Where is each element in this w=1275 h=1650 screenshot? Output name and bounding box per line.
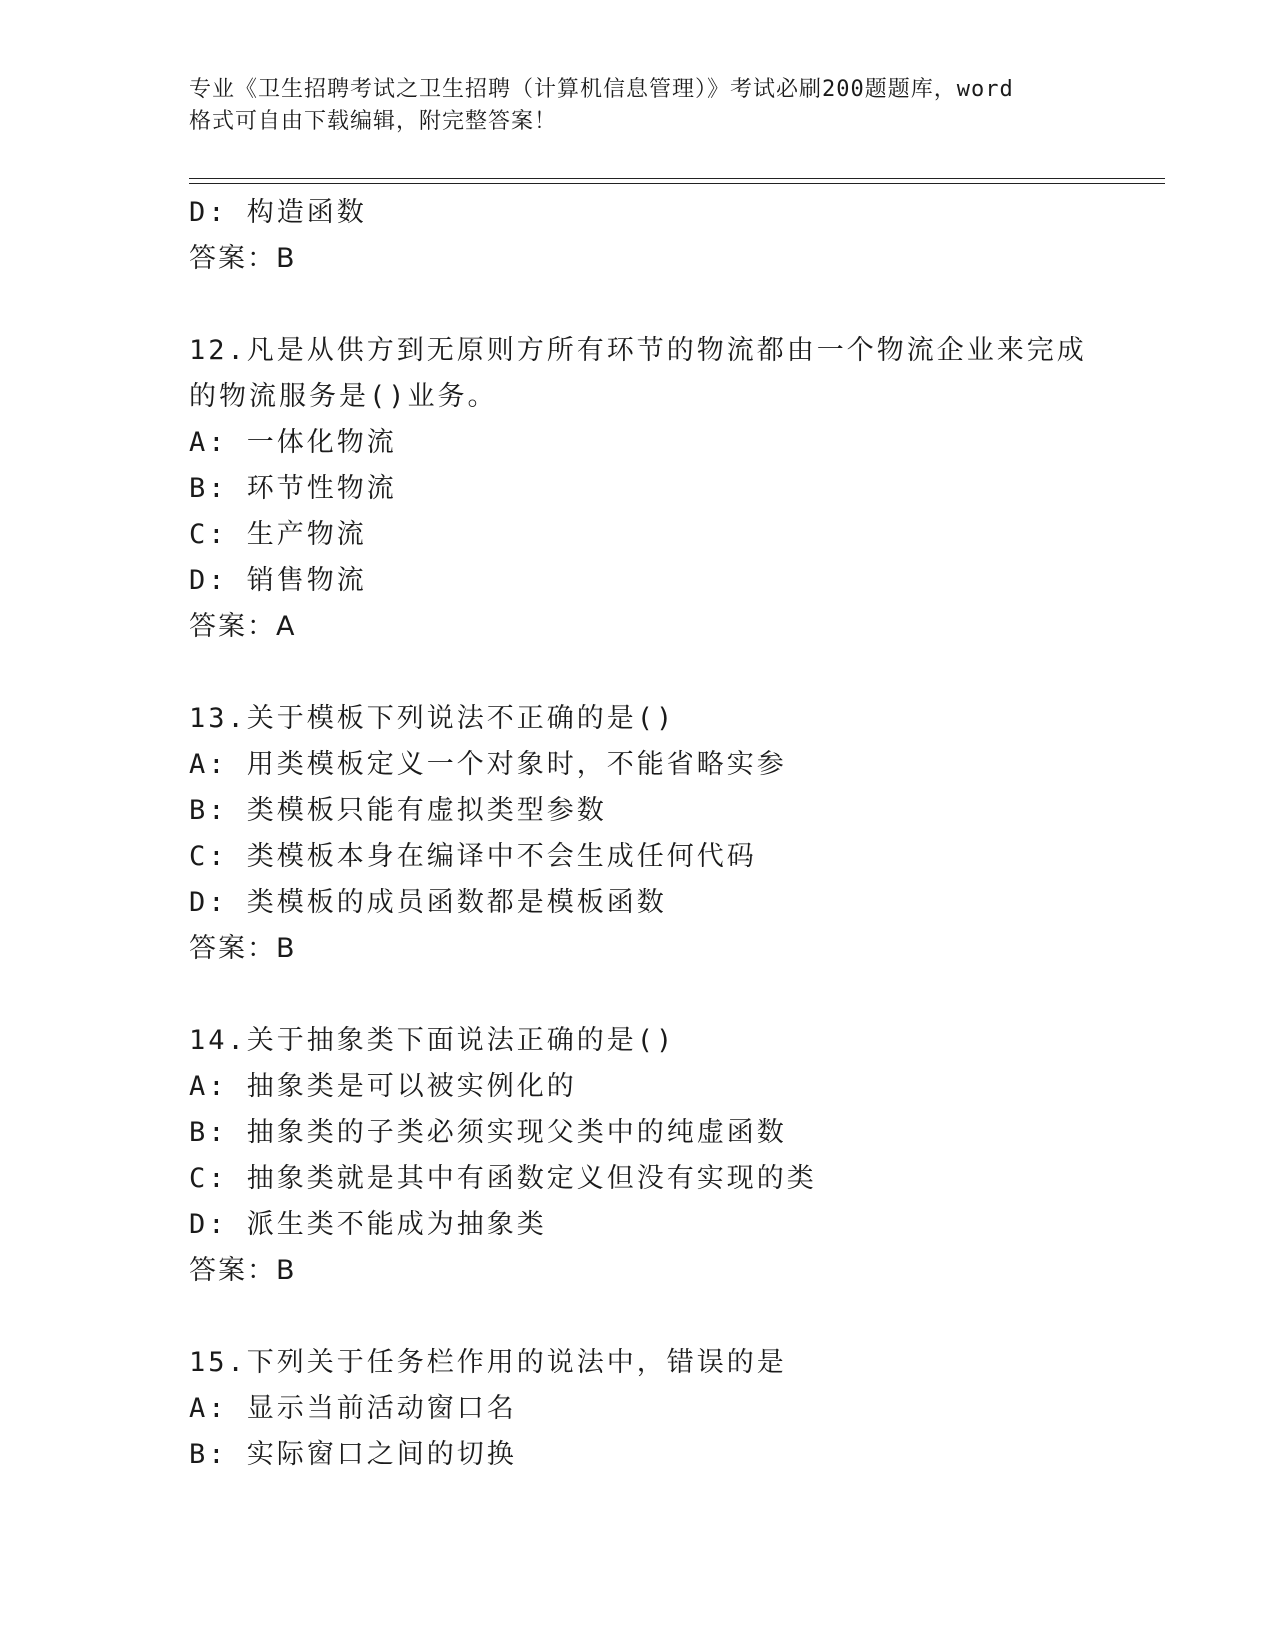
question-12-option-b: B: 环节性物流: [189, 473, 397, 504]
header-line-2: 格式可自由下载编辑，附完整答案！: [189, 109, 558, 134]
question-13-option-a: A: 用类模板定义一个对象时，不能省略实参: [189, 749, 787, 780]
question-15-option-a: A: 显示当前活动窗口名: [189, 1393, 517, 1424]
question-12-answer: 答案：A: [189, 611, 297, 642]
question-14-option-d: D: 派生类不能成为抽象类: [189, 1209, 547, 1240]
header-rule-bottom: [189, 183, 1165, 184]
question-13-option-c: C: 类模板本身在编译中不会生成任何代码: [189, 841, 757, 872]
question-13-option-d: D: 类模板的成员函数都是模板函数: [189, 887, 667, 918]
spacer: [189, 650, 1149, 696]
header-line-1: 专业《卫生招聘考试之卫生招聘（计算机信息管理）》考试必刷200题题库，word: [189, 77, 1014, 102]
question-12-option-d: D: 销售物流: [189, 565, 367, 596]
prev-option-d: D: 构造函数: [189, 197, 367, 228]
document-header: [189, 74, 1089, 138]
question-14-answer: 答案：B: [189, 1255, 297, 1286]
question-12-text: 12.凡是从供方到无原则方所有环节的物流都由一个物流企业来完成的物流服务是()业务。: [189, 335, 1087, 412]
question-15-option-b: B: 实际窗口之间的切换: [189, 1439, 517, 1470]
question-12-option-a: A: 一体化物流: [189, 427, 397, 458]
question-13-option-b: B: 类模板只能有虚拟类型参数: [189, 795, 607, 826]
question-13-answer: 答案：B: [189, 933, 297, 964]
question-14-option-b: B: 抽象类的子类必须实现父类中的纯虚函数: [189, 1117, 787, 1148]
prev-answer: 答案：B: [189, 243, 297, 274]
question-list: [189, 190, 1149, 1478]
spacer: [189, 1294, 1149, 1340]
question-13-text: 13.关于模板下列说法不正确的是(): [189, 703, 676, 734]
question-15-text: 15.下列关于任务栏作用的说法中，错误的是: [189, 1347, 787, 1378]
question-14-text: 14.关于抽象类下面说法正确的是(): [189, 1025, 676, 1056]
question-14-option-c: C: 抽象类就是其中有函数定义但没有实现的类: [189, 1163, 817, 1194]
question-14-option-a: A: 抽象类是可以被实例化的: [189, 1071, 577, 1102]
question-12-option-c: C: 生产物流: [189, 519, 367, 550]
header-rule-top: [189, 178, 1165, 179]
spacer: [189, 972, 1149, 1018]
spacer: [189, 282, 1149, 328]
